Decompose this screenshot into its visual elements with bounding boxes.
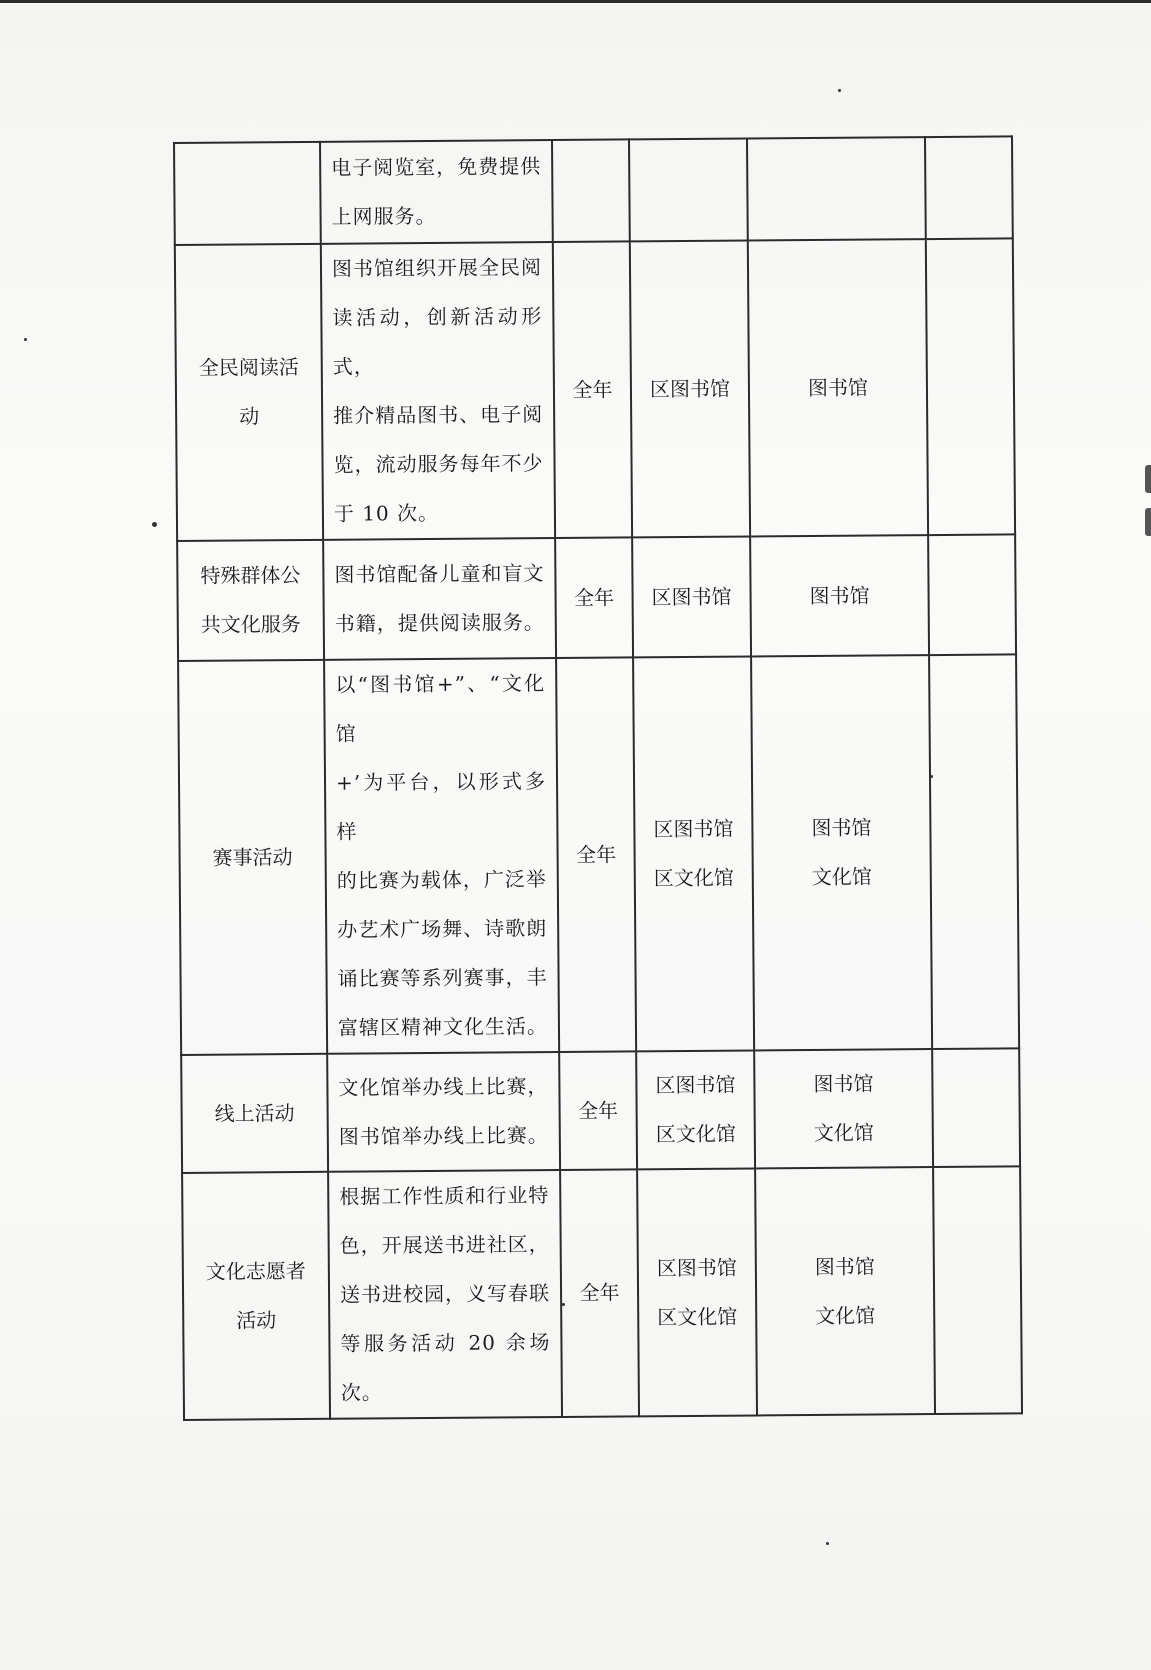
table-row [175, 238, 1015, 541]
cell-responsible-line: 图书馆 [813, 1071, 874, 1096]
cell-time-text: 全年 [578, 1098, 619, 1123]
cell-item-line: 线上活动 [214, 1100, 295, 1126]
cell-responsible-line: 文化馆 [813, 1120, 874, 1145]
scan-edge-mark [1145, 465, 1151, 493]
cell-content-line: 根据工作性质和行业特 [339, 1183, 550, 1209]
cell-time [559, 1051, 637, 1170]
cell-time [552, 139, 630, 242]
cell-content-line: 书籍，提供阅读服务。 [334, 610, 545, 636]
cell-responsible [755, 1167, 935, 1415]
table-row [182, 1166, 1022, 1420]
cell-content-line: 于 10 次。 [333, 500, 440, 526]
cell-content-line: 以“图书馆+”、“文化馆 [335, 671, 546, 746]
cell-content-line: 电子阅览室，免费提供 [331, 154, 542, 180]
cell-content-line: 图书馆组织开展全民阅 [331, 255, 543, 281]
cell-item-line: 共文化服务 [200, 612, 301, 637]
cell-responsible-line: 图书馆 [811, 815, 872, 841]
cell-content-line: 览，流动服务每年不少 [333, 451, 544, 477]
cell-responsible [751, 655, 932, 1050]
cell-content [328, 1170, 562, 1419]
cell-unit-line: 区文化馆 [653, 865, 734, 891]
cell-content-line: 办艺术广场舞、诗歌朗 [337, 916, 548, 942]
table-row [181, 1048, 1020, 1173]
cell-item [177, 540, 324, 661]
cell-responsible [754, 1049, 933, 1168]
cell-content-line: 送书进校园，义写春联 [339, 1281, 551, 1307]
cell-content [327, 1052, 560, 1172]
cell-unit [633, 656, 754, 1051]
cell-content-line: 等服务活动 20 余场次。 [340, 1330, 551, 1405]
cell-unit-line: 区图书馆 [656, 1255, 737, 1280]
cell-unit [636, 1050, 755, 1169]
cell-time [560, 1169, 639, 1417]
table-row [177, 534, 1016, 661]
table-row [178, 654, 1019, 1055]
cell-unit-line: 区文化馆 [657, 1304, 738, 1329]
cell-unit-line: 区图书馆 [653, 816, 734, 842]
cell-responsible-line: 图书馆 [814, 1254, 875, 1279]
cell-responsible-line: 图书馆 [807, 375, 869, 400]
cell-time [553, 241, 632, 538]
cell-content-line: 富辖区精神文化生活。 [337, 1014, 549, 1040]
cell-content-line: 文化馆举办线上比赛， [338, 1074, 549, 1100]
cell-item [182, 1172, 330, 1420]
cell-content-line: +’为平台，以形式多样 [335, 769, 547, 844]
cell-content-line: 图书馆配备儿童和盲文 [334, 561, 545, 587]
cell-content-line: 图书馆举办线上比赛。 [338, 1123, 549, 1149]
cell-content [320, 140, 553, 244]
cell-item [178, 660, 327, 1055]
cell-responsible-line: 图书馆 [809, 583, 870, 608]
cell-time-text: 全年 [576, 842, 617, 867]
cell-note [926, 238, 1015, 535]
cell-item-line: 全民阅读活 [198, 355, 299, 380]
cell-responsible-line: 文化馆 [811, 864, 872, 890]
scan-top-edge [0, 0, 1151, 3]
cell-item-line: 特殊群体公 [200, 563, 301, 588]
cell-time-text: 全年 [572, 377, 613, 402]
cell-unit [637, 1168, 757, 1416]
cell-note [932, 1048, 1020, 1167]
cell-content-line: 推介精品图书、电子阅 [333, 402, 544, 428]
cell-content [324, 658, 559, 1054]
scan-speck [152, 522, 157, 527]
cell-unit [629, 138, 748, 241]
table-row [174, 136, 1013, 245]
cell-item-line: 赛事活动 [212, 844, 293, 870]
cell-unit-line: 区图书馆 [651, 584, 732, 609]
cell-content-line: 诵比赛等系列赛事，丰 [337, 965, 548, 991]
cell-responsible-line: 文化馆 [815, 1303, 876, 1328]
cell-responsible [747, 137, 926, 240]
cell-note [928, 534, 1016, 655]
cell-content-line: 色，开展送书进社区， [339, 1232, 550, 1258]
cell-content [321, 242, 555, 540]
cell-responsible [750, 535, 929, 656]
cell-note [929, 654, 1019, 1049]
cell-content-line: 读活动，创新活动形式， [332, 304, 543, 379]
cell-unit [632, 536, 751, 657]
cell-unit-line: 区文化馆 [655, 1121, 736, 1147]
cell-item [181, 1054, 328, 1173]
cell-unit [630, 240, 750, 537]
cell-item-line: 动 [239, 404, 260, 429]
cell-note [933, 1166, 1022, 1414]
scan-edge-mark [1145, 508, 1151, 536]
cell-time [556, 657, 636, 1052]
cell-item-line: 文化志愿者 [205, 1258, 306, 1284]
cell-time-text: 全年 [573, 585, 615, 610]
cell-item [174, 142, 321, 245]
cell-item-line: 活动 [236, 1307, 277, 1333]
cell-content-line: 的比赛为载体，广泛举 [336, 867, 547, 893]
cell-time [555, 537, 633, 658]
cell-content [323, 538, 556, 660]
cell-responsible [748, 239, 928, 536]
cell-unit-line: 区图书馆 [649, 376, 731, 401]
cell-content-line: 上网服务。 [331, 203, 437, 229]
scan-speck [24, 338, 27, 341]
scan-speck [838, 89, 841, 92]
cell-time-text: 全年 [579, 1280, 620, 1305]
cell-item [175, 244, 323, 541]
cell-note [925, 136, 1013, 239]
activity-table [173, 135, 1023, 1421]
cell-unit-line: 区图书馆 [655, 1072, 736, 1098]
scan-speck [826, 1542, 829, 1545]
table-body [174, 136, 1022, 1420]
